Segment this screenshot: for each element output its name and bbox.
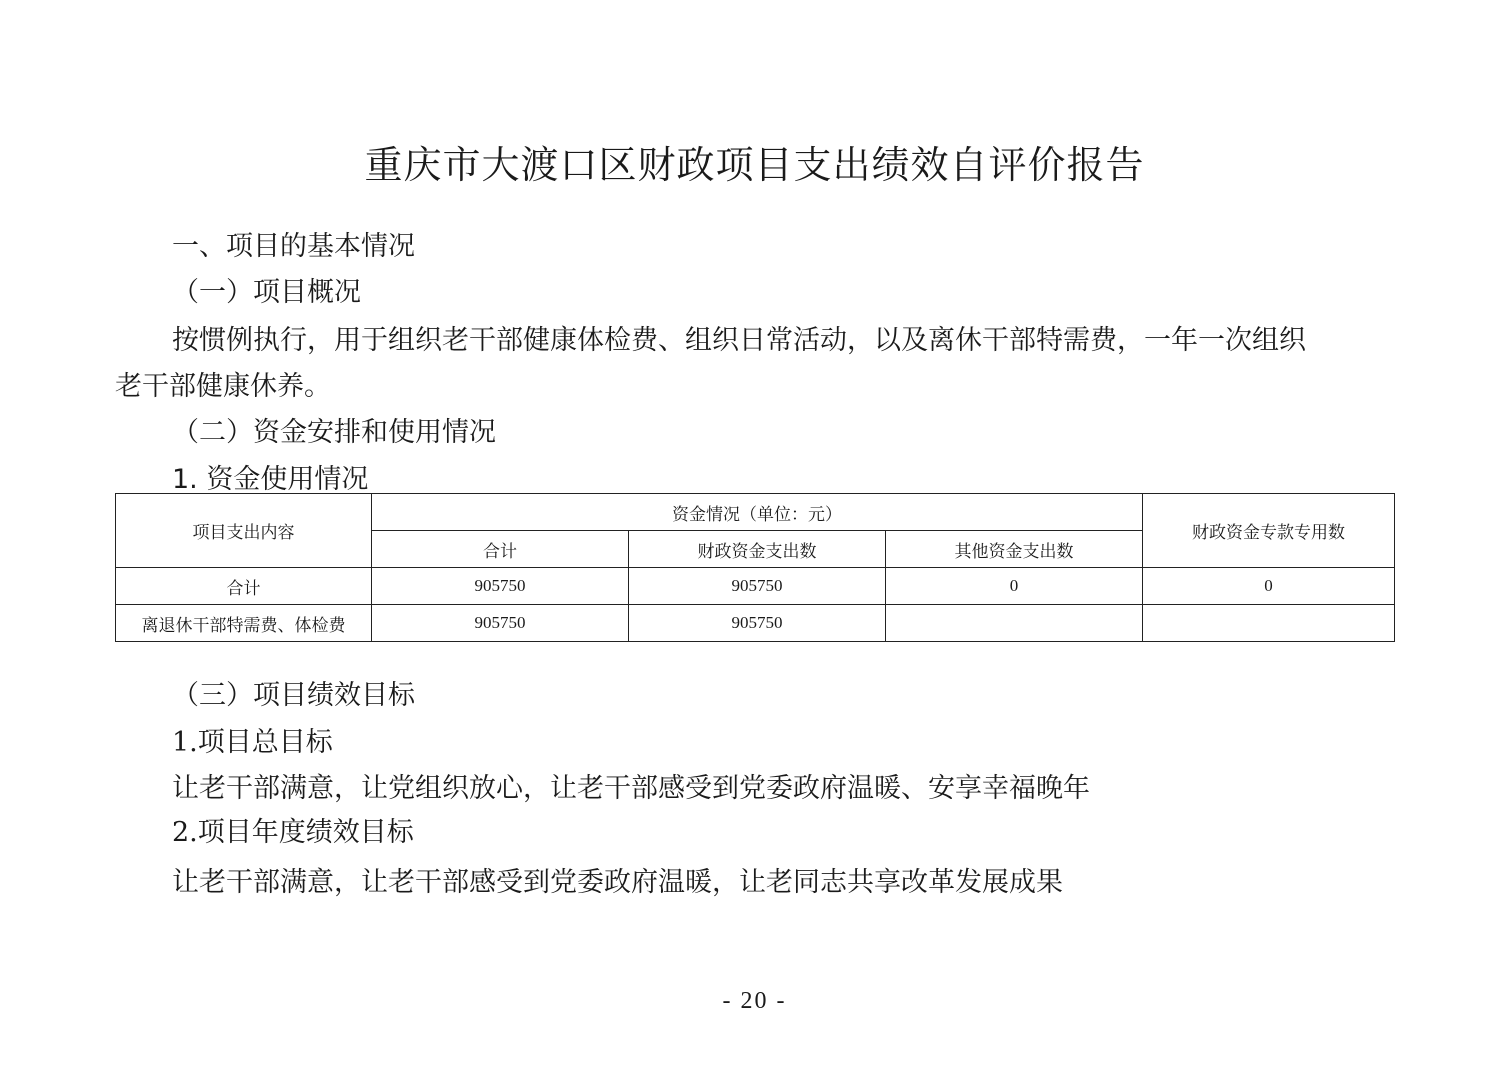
report-title: 重庆市大渡口区财政项目支出绩效自评价报告: [364, 143, 1145, 187]
cell-special: 0: [1143, 568, 1395, 605]
header-funds: 资金情况（单位：元）: [372, 494, 1143, 531]
subsection-performance-goals: （三）项目绩效目标: [172, 680, 415, 711]
table-row: [116, 605, 1395, 642]
header-item: 项目支出内容: [116, 494, 372, 568]
header-fiscal: 财政资金支出数: [629, 531, 886, 568]
cell-special: [1143, 605, 1395, 642]
cell-total: 905750: [372, 605, 629, 642]
page-number: - 20 -: [722, 988, 787, 1014]
annual-goal-text: 让老干部满意，让老干部感受到党委政府温暖，让老同志共享改革发展成果: [172, 867, 1063, 898]
overview-paragraph-line-1: 按惯例执行，用于组织老干部健康体检费、组织日常活动，以及离休干部特需费，一年一次组织: [172, 325, 1306, 356]
cell-item: 离退休干部特需费、体检费: [116, 605, 372, 642]
overall-goal-label: 1.项目总目标: [172, 727, 333, 758]
section-heading-basic-info: 一、项目的基本情况: [172, 231, 415, 262]
overall-goal-text: 让老干部满意，让党组织放心，让老干部感受到党委政府温暖、安享幸福晚年: [172, 773, 1090, 804]
overview-paragraph-line-2: 老干部健康休养。: [115, 371, 331, 402]
header-total: 合计: [372, 531, 629, 568]
subsection-funds-arrangement: （二）资金安排和使用情况: [172, 417, 496, 448]
funds-usage-heading: 1. 资金使用情况: [172, 464, 369, 495]
cell-total: 905750: [372, 568, 629, 605]
header-other: 其他资金支出数: [886, 531, 1143, 568]
table-row: [116, 568, 1395, 605]
cell-fiscal: 905750: [629, 568, 886, 605]
annual-goal-label: 2.项目年度绩效目标: [172, 817, 414, 848]
cell-other: [886, 605, 1143, 642]
cell-other: 0: [886, 568, 1143, 605]
subsection-project-overview: （一）项目概况: [172, 277, 361, 308]
cell-fiscal: 905750: [629, 605, 886, 642]
funds-table: [115, 493, 1395, 642]
cell-item: 合计: [116, 568, 372, 605]
header-special: 财政资金专款专用数: [1143, 494, 1395, 568]
